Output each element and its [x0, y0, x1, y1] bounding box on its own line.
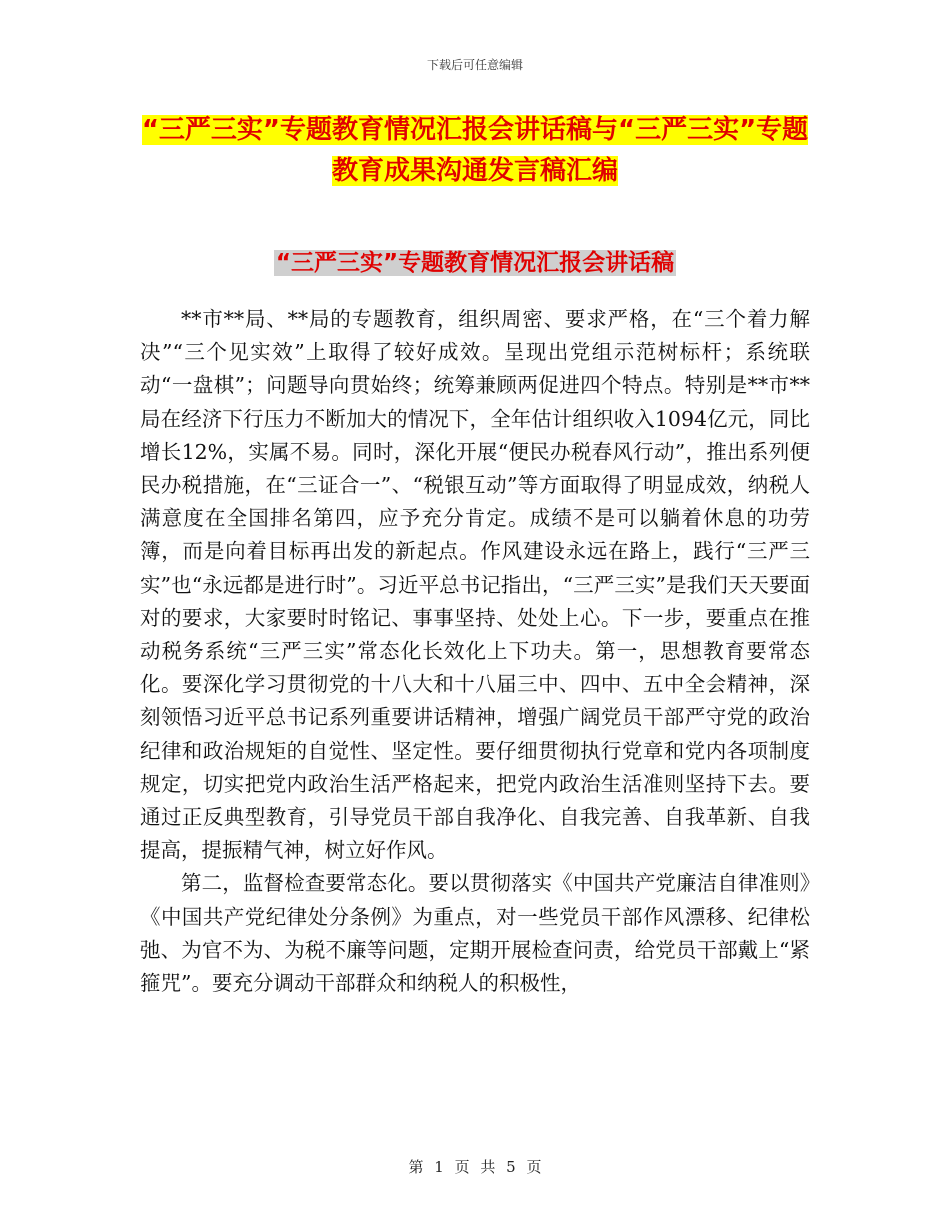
body-paragraph-2: 第二，监督检查要常态化。要以贯彻落实《中国共产党廉洁自律准则》《中国共产党纪律处分条例》为重点，对一些党员干部作风漂移、纪律松弛、为官不为、为税不廉等问题，定期开展检查问责，给党员干部戴上“紧箍咒”。要充分调动干部群众和纳税人的积极性， — [140, 871, 810, 996]
body-paragraph-1: **市**局、**局的专题教育，组织周密、要求严格，在“三个着力解决”“三个见实效”上取得了较好成效。呈现出党组示范树标杆；系统联动“一盘棋”；问题导向贯始终；统筹兼顾两促进四个特点。特别是**市**局在经济下行压力不断加大的情况下，全年估计组织收入1094亿元，同比增长12%，实属不易。同时，深化开展“便民办税春风行动”，推出系列便民办税措施，在“三证合一”、“税银互动”等方面取得了明显成效，纳税人满意度在全国排名第四，应予充分肯定。成绩不是可以躺着休息的功劳簿，而是向着目标再出发的新起点。作风建设永远在路上，践行“三严三实”也“永远都是进行时”。习近平总书记指出，“三严三实”是我们天天要面对的要求，大家要时时铭记、事事坚持、处处上心。下一步，要重点在推动税务系统“三严三实”常态化长效化上下功夫。第一，思想教育要常态化。要深化学习贯彻党的十八大和十八届三中、四中、五中全会精神，深刻领悟习近平总书记系列重要讲话精神，增强广阔党员干部严守党的政治纪律和政治规矩的自觉性、坚定性。要仔细贯彻执行党章和党内各项制度规定，切实把党内政治生活严格起来，把党内政治生活准则坚持下去。要通过正反典型教育，引导党员干部自我净化、自我完善、自我革新、自我提高，提振精气神，树立好作风。 — [140, 307, 810, 863]
document-title — [140, 110, 810, 192]
page-footer: 第 1 页 共 5 页 — [408, 1158, 542, 1176]
document-title-text: “三严三实”专题教育情况汇报会讲话稿与“三严三实”专题教育成果沟通发言稿汇编 — [141, 115, 809, 186]
document-body — [140, 303, 810, 1000]
section-title — [140, 246, 810, 280]
section-title-text: “三严三实”专题教育情况汇报会讲话稿 — [275, 250, 675, 276]
header-note: 下载后可任意编辑 — [426, 58, 523, 72]
